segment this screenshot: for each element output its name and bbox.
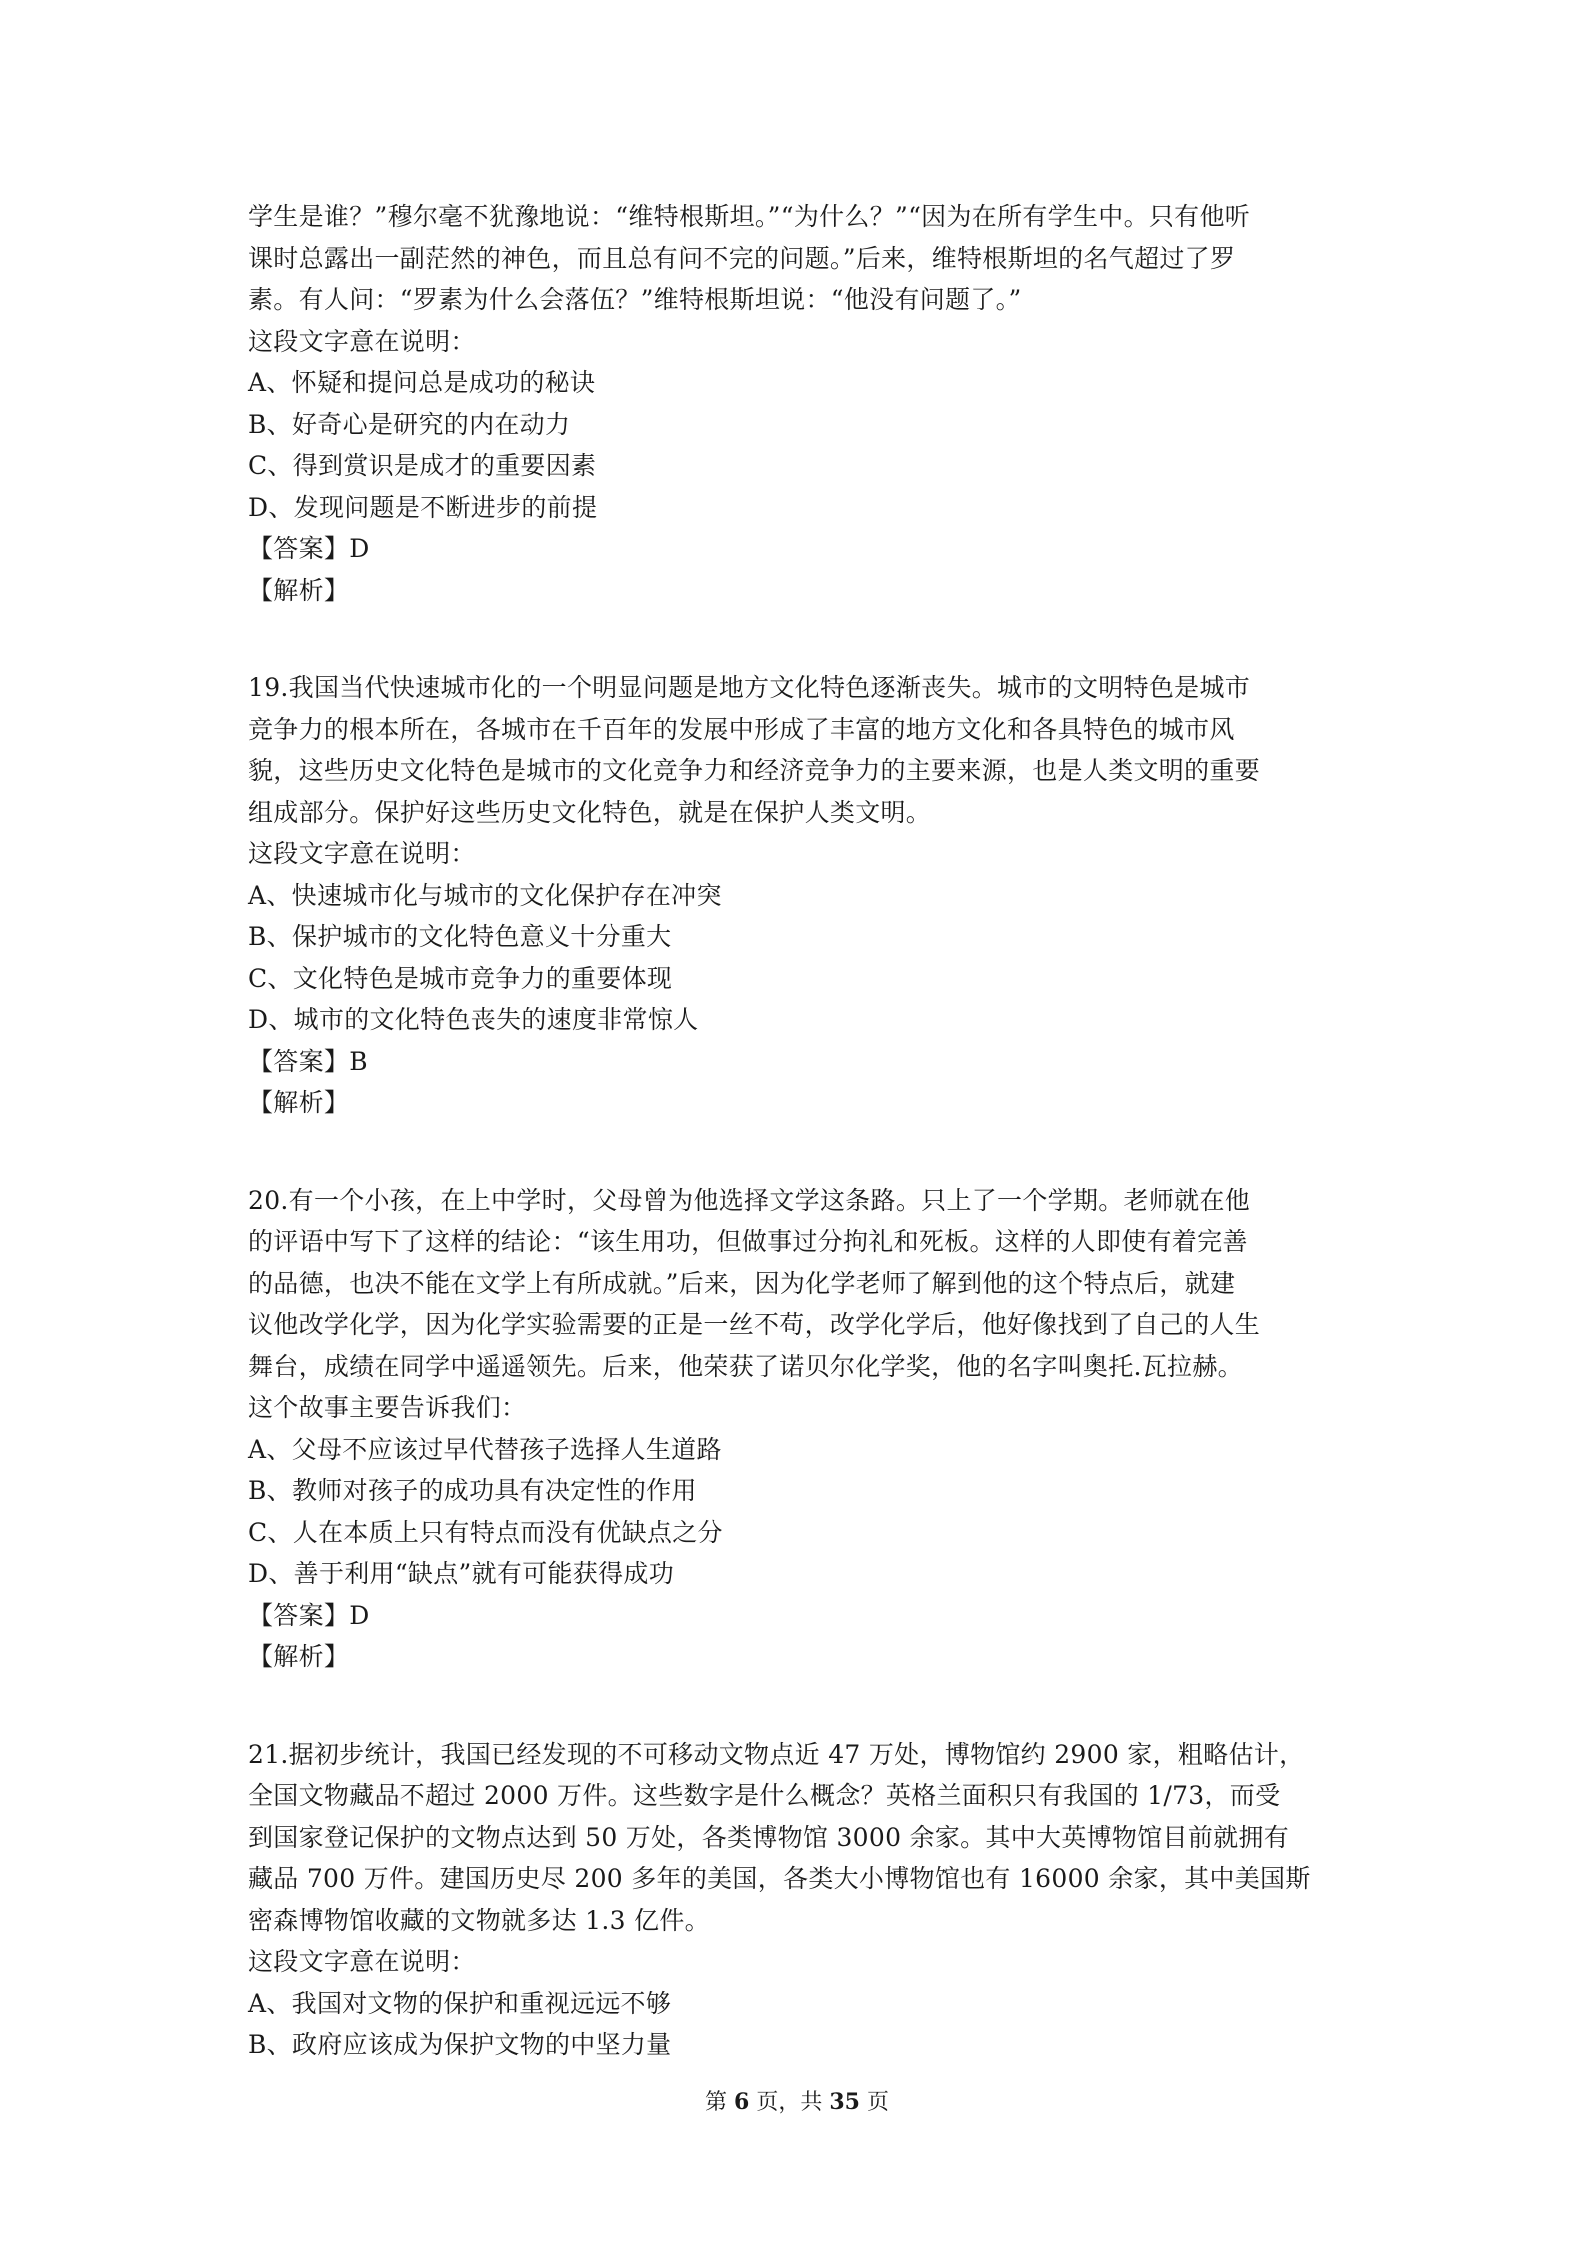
q19-prompt: 这段文字意在说明： [248, 839, 476, 868]
q21-prompt: 这段文字意在说明： [248, 1947, 476, 1976]
question-spacer [248, 611, 1368, 667]
q19-stem-line: 组成部分。保护好这些历史文化特色，就是在保护人类文明。 [248, 797, 932, 827]
q18-option-d: D、发现问题是不断进步的前提 [248, 492, 598, 522]
q21-stem-line: 21.据初步统计，我国已经发现的不可移动文物点近 47 万处，博物馆约 2900 家，粗略估计， [248, 1739, 1305, 1769]
q20-answer: 【答案】D [248, 1600, 370, 1630]
question-21 [248, 1734, 1368, 2066]
q18-option-b: B、好奇心是研究的内在动力 [248, 409, 571, 439]
q21-stem-line: 全国文物藏品不超过 2000 万件。这些数字是什么概念？英格兰面积只有我国的 1/73，而受 [248, 1781, 1281, 1810]
q21-stem-line: 到国家登记保护的文物点达到 50 万处，各类博物馆 3000 余家。其中大英博物馆目前就拥有 [248, 1822, 1290, 1852]
q20-option-b: B、教师对孩子的成功具有决定性的作用 [248, 1476, 697, 1505]
question-spacer [248, 1678, 1368, 1734]
footer-prefix: 第 [705, 2090, 728, 2115]
q21-stem-line: 藏品 700 万件。建国历史尽 200 多年的美国，各类大小博物馆也有 16000 余家，其中美国斯 [248, 1864, 1311, 1893]
page-footer [0, 2087, 1594, 2118]
q19-option-a: A、快速城市化与城市的文化保护存在冲突 [248, 880, 722, 910]
q20-option-d: D、善于利用“缺点”就有可能获得成功 [248, 1559, 675, 1588]
question-19 [248, 667, 1368, 1124]
q21-option-b: B、政府应该成为保护文物的中坚力量 [248, 2030, 672, 2059]
q19-stem-line: 竞争力的根本所在，各城市在千百年的发展中形成了丰富的地方文化和各具特色的城市风 [248, 714, 1235, 744]
q19-option-d: D、城市的文化特色丧失的速度非常惊人 [248, 1005, 699, 1034]
question-18 [248, 196, 1368, 611]
page-content [248, 196, 1368, 2066]
q20-stem-line: 的评语中写下了这样的结论：“该生用功，但做事过分拘礼和死板。这样的人即使有着完善 [248, 1227, 1248, 1256]
question-spacer [248, 1124, 1368, 1180]
q19-option-c: C、文化特色是城市竞争力的重要体现 [248, 963, 673, 993]
footer-suffix: 页 [866, 2090, 889, 2115]
q20-prompt: 这个故事主要告诉我们： [248, 1393, 527, 1422]
q21-option-a: A、我国对文物的保护和重视远远不够 [248, 1988, 672, 2018]
footer-total-pages: 35 [829, 2089, 860, 2115]
q18-option-a: A、怀疑和提问总是成功的秘诀 [248, 368, 596, 397]
q19-stem-line: 19.我国当代快速城市化的一个明显问题是地方文化特色逐渐丧失。城市的文明特色是城市 [248, 673, 1251, 702]
q18-stem-line: 课时总露出一副茫然的神色，而且总有问不完的问题。”后来，维特根斯坦的名气超过了罗 [248, 243, 1236, 273]
q20-stem-line: 的品德，也决不能在文学上有所成就。”后来，因为化学老师了解到他的这个特点后，就建 [248, 1268, 1236, 1298]
q20-option-c: C、人在本质上只有特点而没有优缺点之分 [248, 1517, 723, 1547]
q20-analysis: 【解析】 [248, 1642, 350, 1671]
question-20 [248, 1180, 1368, 1678]
q20-option-a: A、父母不应该过早代替孩子选择人生道路 [248, 1434, 722, 1464]
q19-answer: 【答案】B [248, 1046, 368, 1076]
q19-option-b: B、保护城市的文化特色意义十分重大 [248, 922, 672, 951]
q21-stem-line: 密森博物馆收藏的文物就多达 1.3 亿件。 [248, 1905, 710, 1935]
q18-stem-line: 学生是谁？”穆尔毫不犹豫地说：“维特根斯坦。”“为什么？”“因为在所有学生中。只有他听 [248, 202, 1251, 231]
footer-middle: 页，共 [756, 2090, 823, 2115]
q19-analysis: 【解析】 [248, 1088, 350, 1117]
q18-prompt: 这段文字意在说明： [248, 326, 476, 356]
q20-stem-line: 20.有一个小孩，在上中学时，父母曾为他选择文学这条路。只上了一个学期。老师就在他 [248, 1185, 1251, 1215]
q18-answer: 【答案】D [248, 534, 370, 563]
q19-stem-line: 貌，这些历史文化特色是城市的文化竞争力和经济竞争力的主要来源，也是人类文明的重要 [248, 756, 1261, 785]
q20-stem-line: 议他改学化学，因为化学实验需要的正是一丝不苟，改学化学后，他好像找到了自己的人生 [248, 1310, 1261, 1339]
q20-stem-line: 舞台，成绩在同学中遥遥领先。后来，他荣获了诺贝尔化学奖，他的名字叫奥托.瓦拉赫。 [248, 1351, 1243, 1381]
q18-option-c: C、得到赏识是成才的重要因素 [248, 451, 597, 480]
q18-stem-line: 素。有人问：“罗素为什么会落伍？”维特根斯坦说：“他没有问题了。” [248, 285, 1022, 314]
footer-current-page: 6 [734, 2089, 750, 2115]
q18-analysis: 【解析】 [248, 575, 350, 605]
